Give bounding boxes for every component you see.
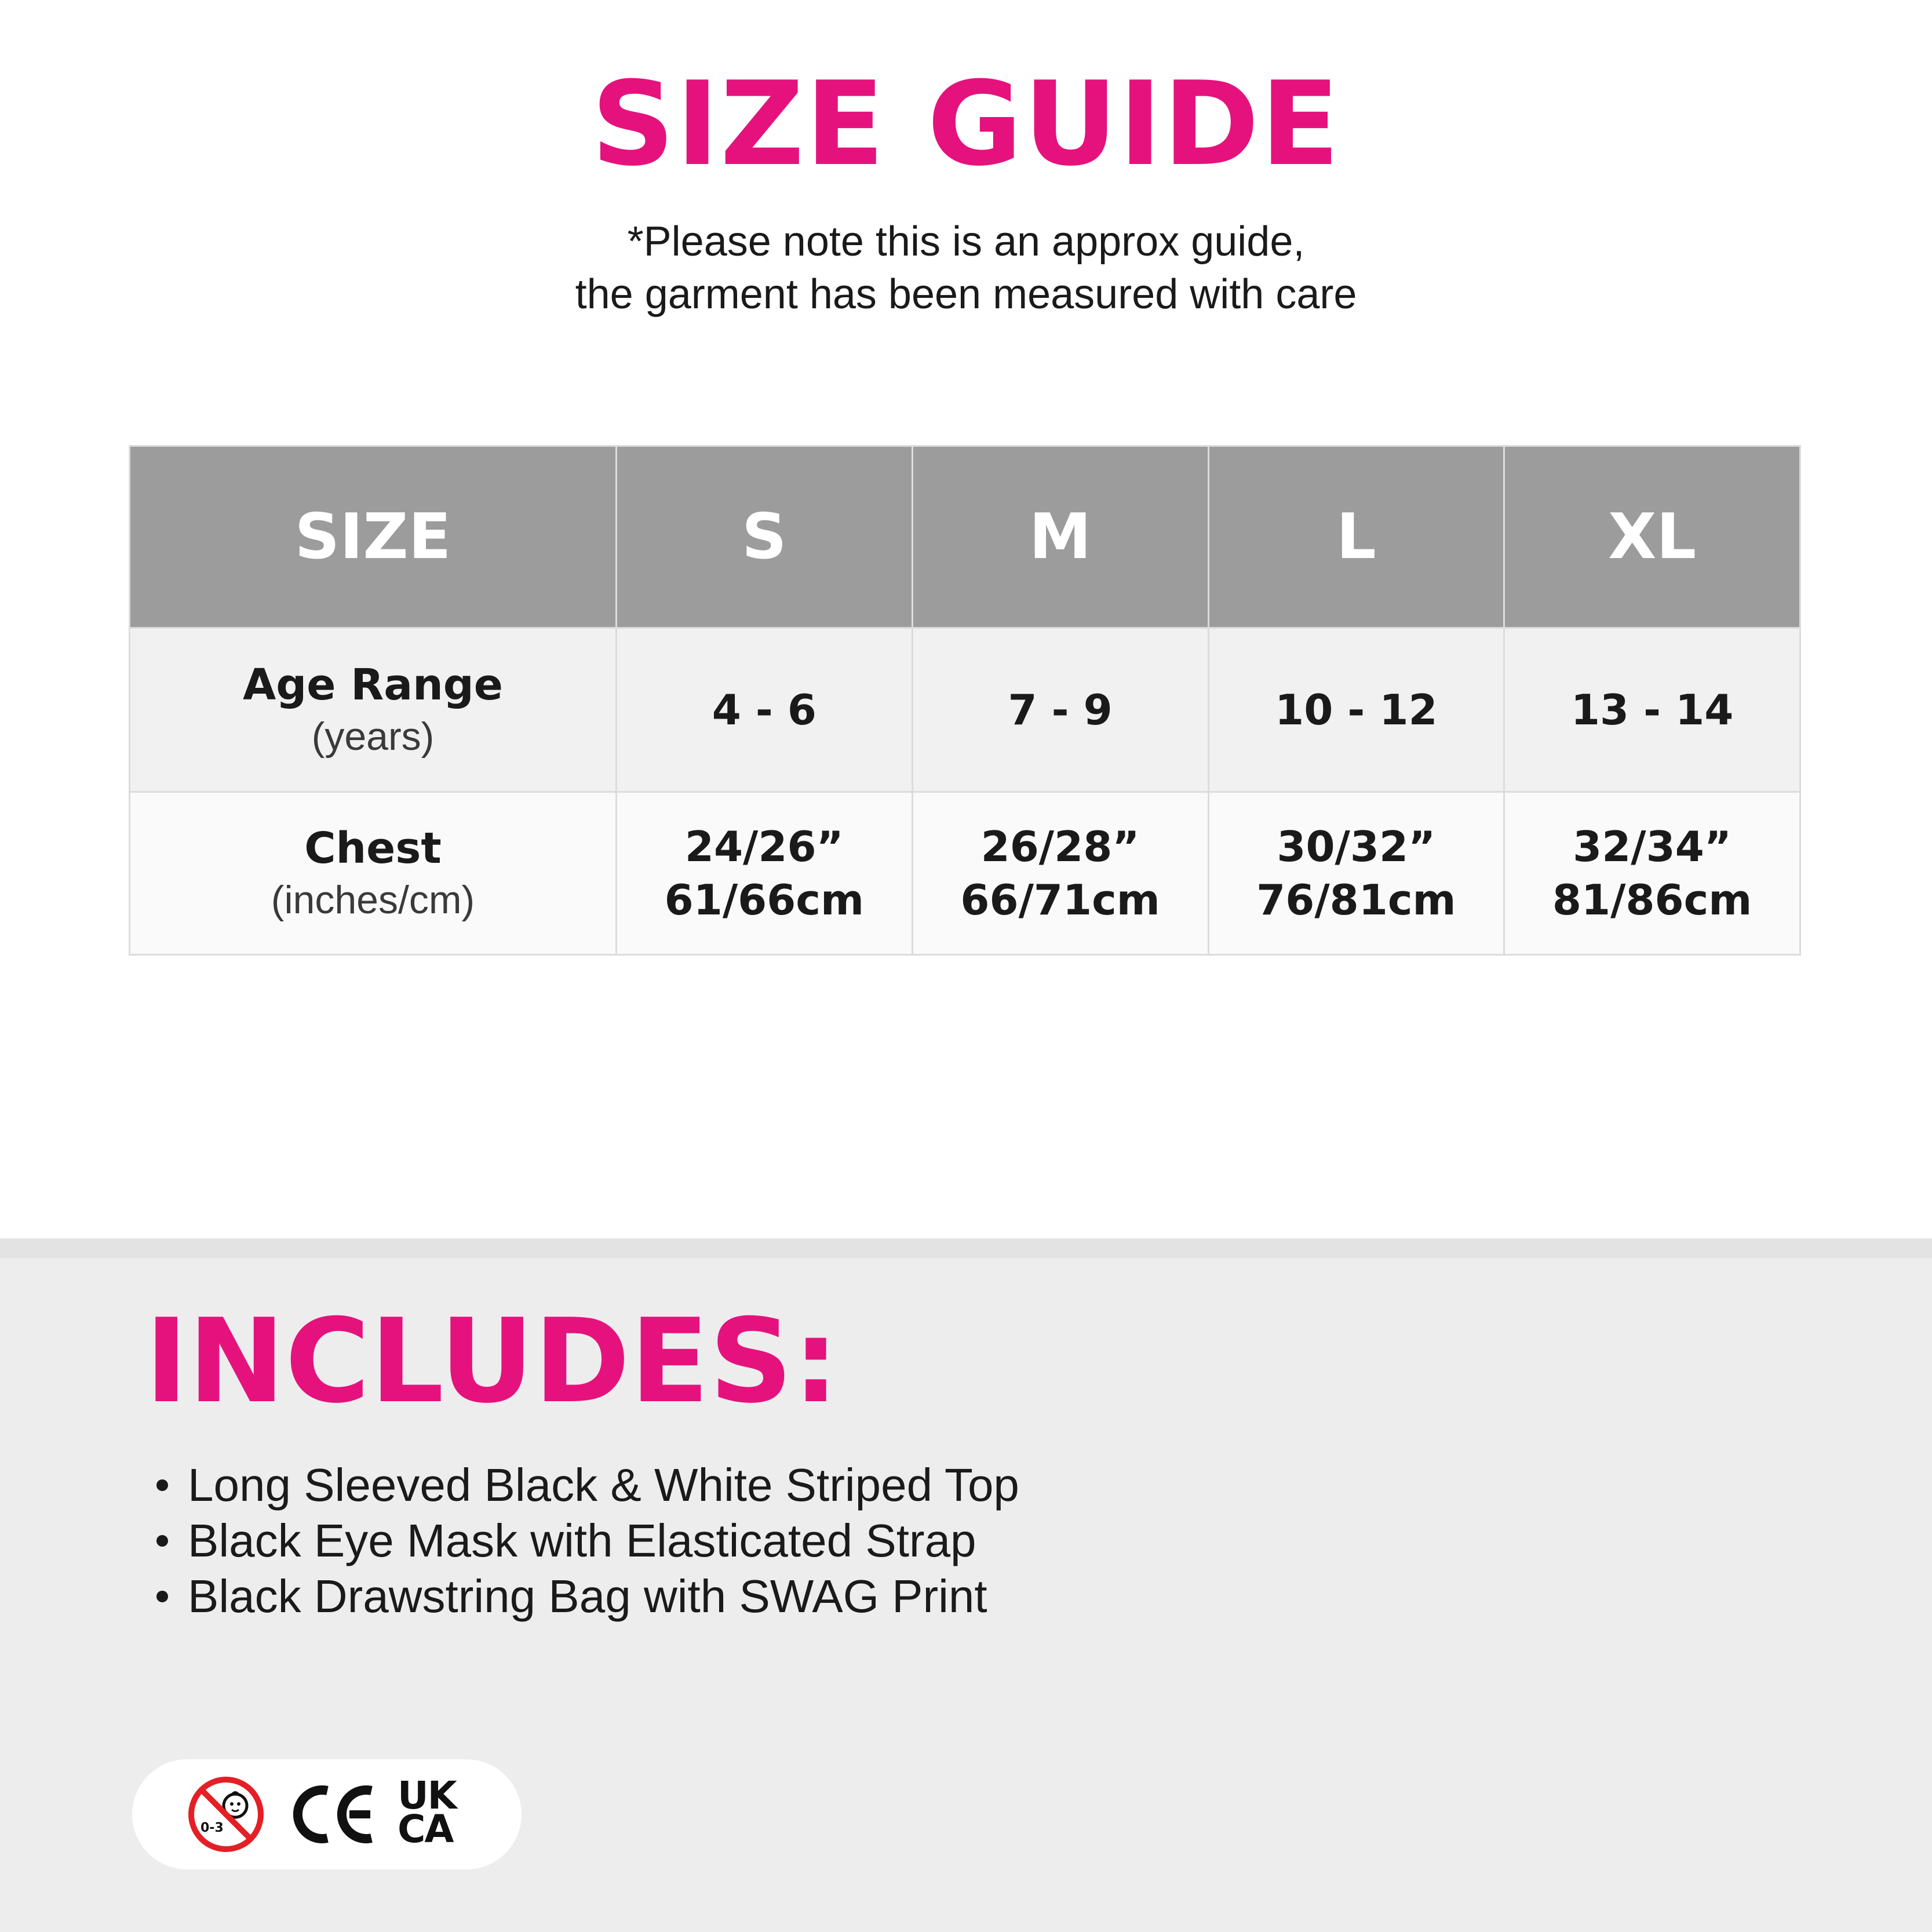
table-cell (1504, 628, 1800, 792)
bullet-icon (156, 1535, 168, 1547)
row-sublabel: (years) (311, 715, 435, 759)
row-label-cell (130, 628, 617, 792)
table-row-age-range (130, 628, 1800, 792)
list-item (152, 1569, 1019, 1624)
table-cell (617, 628, 913, 792)
list-item (152, 1513, 1019, 1569)
cell-value-inches: 32/34” (1573, 822, 1732, 871)
page-title: SIZE GUIDE (591, 57, 1341, 192)
size-note-line-1: *Please note this is an approx guide, (627, 218, 1305, 265)
size-table-header-row (130, 446, 1800, 628)
cell-value-cm: 61/66cm (664, 876, 865, 924)
size-header-xl: XL (1504, 446, 1800, 628)
bullet-icon (156, 1479, 168, 1491)
cell-value: 10 - 12 (1275, 686, 1438, 734)
includes-list (152, 1457, 1019, 1624)
cell-value: 7 - 9 (1008, 686, 1113, 734)
table-cell (912, 792, 1208, 955)
row-sublabel: (inches/cm) (271, 878, 475, 922)
cell-value: 4 - 6 (712, 686, 816, 734)
bullet-icon (156, 1591, 168, 1602)
list-item (152, 1457, 1019, 1513)
list-item-text: Black Eye Mask with Elasticated Strap (188, 1515, 976, 1566)
list-item-text: Black Drawstring Bag with SWAG Print (188, 1570, 987, 1622)
table-cell (912, 628, 1208, 792)
table-cell (1504, 792, 1800, 955)
ukca-line-1: UK (398, 1773, 456, 1818)
size-header-s: S (617, 446, 913, 628)
row-label: Age Range (243, 660, 503, 710)
size-header-m: M (912, 446, 1208, 628)
cell-value: 13 - 14 (1570, 686, 1734, 734)
table-cell (1208, 792, 1504, 955)
safety-marks-badge (132, 1759, 522, 1869)
row-label: Chest (304, 823, 442, 873)
size-header-l: L (1208, 446, 1504, 628)
size-note (0, 216, 1932, 321)
cell-value-cm: 66/71cm (960, 876, 1160, 924)
size-header-label: SIZE (130, 446, 617, 628)
not-for-under-3-icon (185, 1774, 267, 1855)
ce-mark-icon (291, 1782, 378, 1846)
includes-title: INCLUDES: (145, 1294, 839, 1429)
cell-value-cm: 81/86cm (1552, 876, 1752, 924)
row-label-cell (130, 792, 617, 955)
table-cell (617, 792, 913, 955)
age-warning-text: 0-3 (201, 1821, 224, 1835)
cell-value-inches: 30/32” (1277, 822, 1436, 871)
size-table (129, 445, 1801, 956)
list-item-text: Long Sleeved Black & White Striped Top (188, 1459, 1019, 1511)
table-cell (1208, 628, 1504, 792)
cell-value-cm: 76/81cm (1256, 876, 1456, 924)
ukca-mark-icon (398, 1773, 456, 1851)
ukca-line-2: CA (398, 1807, 453, 1851)
cell-value-inches: 24/26” (684, 822, 844, 871)
table-row-chest (130, 792, 1800, 955)
size-note-line-2: the garment has been measured with care (575, 271, 1357, 318)
cell-value-inches: 26/28” (980, 822, 1140, 871)
